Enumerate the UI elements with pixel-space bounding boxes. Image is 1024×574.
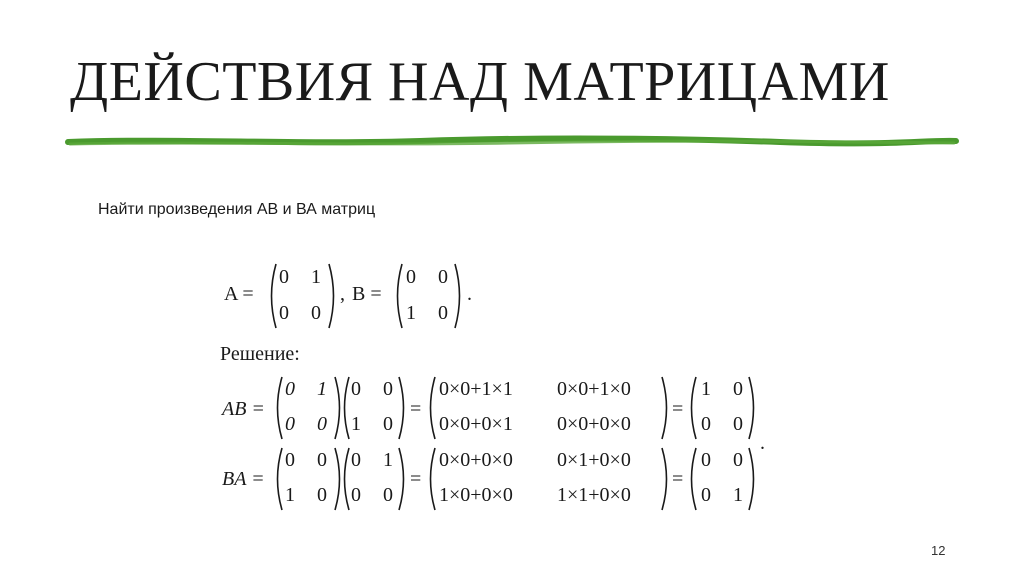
ab-m2-cell: 0: [383, 413, 393, 435]
ba-m2-right-bracket: [397, 446, 409, 512]
ba-products-right-bracket: [660, 446, 672, 512]
ba-equals: =: [410, 468, 422, 490]
ba-products-left-bracket: [425, 446, 437, 512]
ba-result-cell: 0: [701, 484, 711, 506]
comma: ,: [340, 283, 345, 305]
matrix-b-cell: 0: [438, 302, 448, 324]
matrix-a-cell: 0: [311, 302, 321, 324]
ba-product-cell: 1×0+0×0: [439, 484, 513, 506]
ab-label: AB =: [222, 398, 265, 420]
matrix-a-cell: 1: [311, 266, 321, 288]
period: .: [467, 283, 472, 305]
ba-m1-left-bracket: [272, 446, 284, 512]
ba-m2-cell: 0: [351, 449, 361, 471]
ba-m2-cell: 0: [383, 484, 393, 506]
matrix-b-label: B =: [352, 283, 382, 305]
ab-m1-cell: 0: [285, 378, 295, 400]
ab-m1-cell: 0: [317, 413, 327, 435]
matrix-a-cell: 0: [279, 266, 289, 288]
page-number: 12: [931, 543, 946, 558]
ab-equals: =: [410, 398, 422, 420]
ba-result-cell: 1: [733, 484, 743, 506]
ab-m1-cell: 1: [317, 378, 327, 400]
task-statement: Найти произведения АВ и ВА матриц: [98, 201, 376, 218]
ab-result-cell: 1: [701, 378, 711, 400]
ab-m2-cell: 1: [351, 413, 361, 435]
ab-product-cell: 0×0+1×0: [557, 378, 631, 400]
ab-product-cell: 0×0+0×1: [439, 413, 513, 435]
ab-result-cell: 0: [701, 413, 711, 435]
ba-m2-cell: 0: [351, 484, 361, 506]
ab-result-cell: 0: [733, 413, 743, 435]
solution-label: Решение:: [220, 343, 300, 365]
matrix-b-cell: 0: [406, 266, 416, 288]
ba-m1-cell: 0: [317, 484, 327, 506]
ba-equals: =: [672, 468, 684, 490]
ab-result-cell: 0: [733, 378, 743, 400]
ab-product-cell: 0×0+0×0: [557, 413, 631, 435]
matrix-a-cell: 0: [279, 302, 289, 324]
ba-result-cell: 0: [701, 449, 711, 471]
ba-label: BA =: [222, 468, 265, 490]
ba-m1-cell: 0: [285, 449, 295, 471]
ba-product-cell: 1×1+0×0: [557, 484, 631, 506]
ba-m2-cell: 1: [383, 449, 393, 471]
ba-m2-left-bracket: [339, 446, 351, 512]
ab-m2-cell: 0: [351, 378, 361, 400]
ab-m2-cell: 0: [383, 378, 393, 400]
matrix-b-cell: 0: [438, 266, 448, 288]
trailing-period: .: [760, 432, 765, 454]
ba-result-left-bracket: [686, 446, 698, 512]
slide-title: ДЕЙСТВИЯ НАД МАТРИЦАМИ: [70, 51, 890, 113]
ba-result-cell: 0: [733, 449, 743, 471]
ab-equals: =: [672, 398, 684, 420]
ab-m1-cell: 0: [285, 413, 295, 435]
ba-result-right-bracket: [747, 446, 759, 512]
matrix-b-cell: 1: [406, 302, 416, 324]
ba-product-cell: 0×0+0×0: [439, 449, 513, 471]
matrix-a-label: A =: [224, 283, 254, 305]
ba-m1-cell: 1: [285, 484, 295, 506]
ab-product-cell: 0×0+1×1: [439, 378, 513, 400]
ba-m1-cell: 0: [317, 449, 327, 471]
ba-product-cell: 0×1+0×0: [557, 449, 631, 471]
